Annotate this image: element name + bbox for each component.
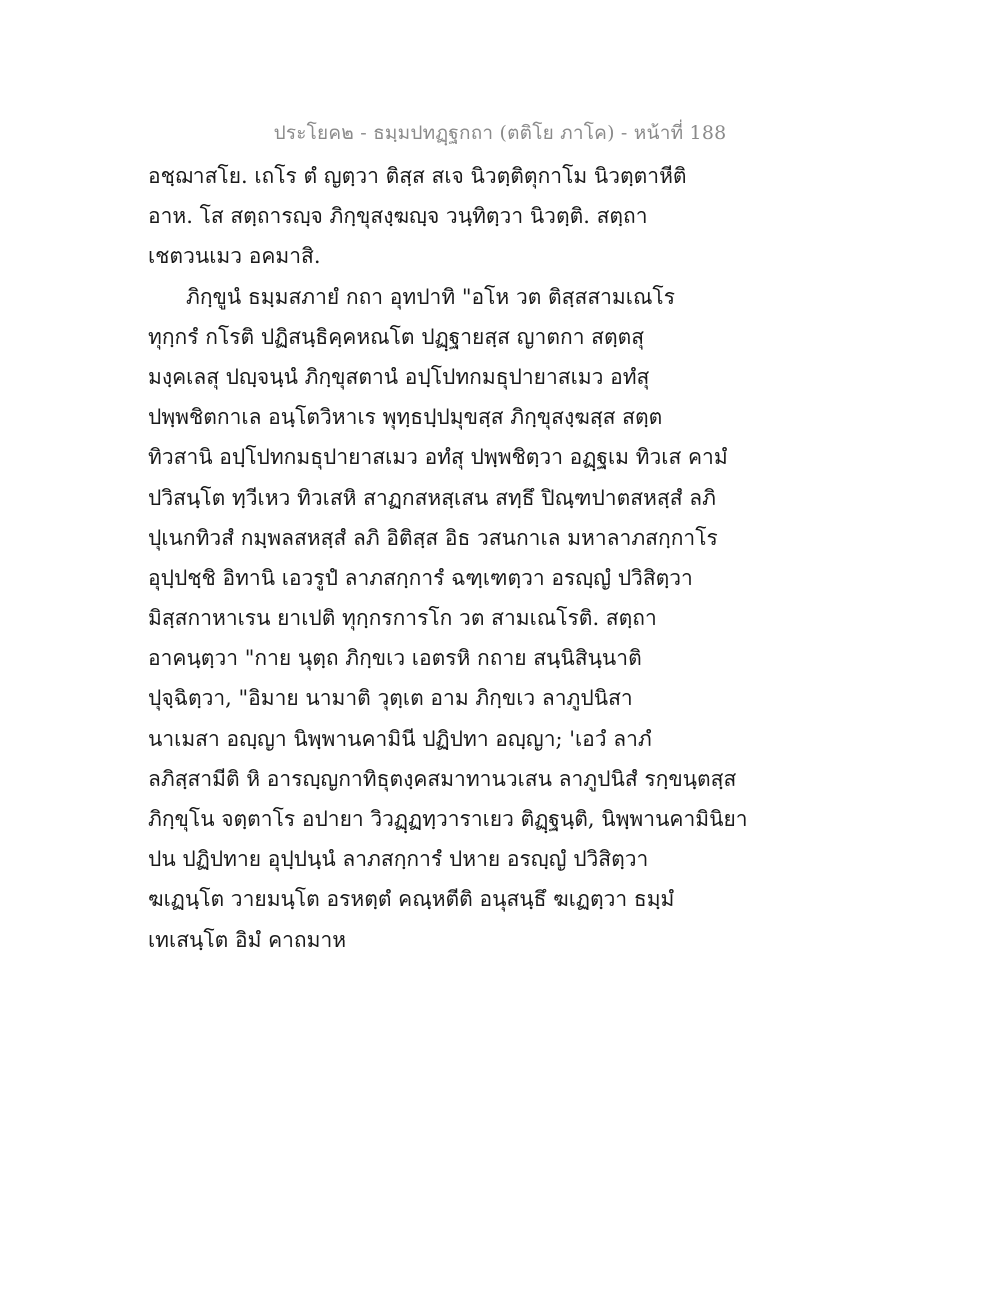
text-line: ภิกฺขุโน จตฺตาโร อปายา วิวฏฺฏทฺวาราเยว ติฏฺฐนฺติ, นิพฺพานคามินิยา (148, 807, 748, 831)
text-line: ปน ปฏิปทาย อุปฺปนฺนํ ลาภสกฺการํ ปหาย อรญฺญํ ปวิสิตฺวา (148, 847, 649, 872)
text-line: อุปฺปชฺชิ อิทานิ เอวรูปํ ลาภสกฺการํ ฉฑฺเฑตฺวา อรญฺญํ ปวิสิตฺวา (148, 565, 693, 590)
text-line: ปพฺพชิตกาเล อนฺโตวิหาเร พุทฺธปฺปมุขสฺส ภิกฺขุสงฺฆสฺส สตฺต (148, 405, 663, 430)
text-line: ปุเนกทิวสํ กมฺพลสหสฺสํ ลภิ อิติสฺส อิธ วสนกาเล มหาลาภสกฺกาโร (148, 525, 718, 550)
running-header: ประโยค๒ - ธมฺมปทฏฺฐกถา (ตติโย ภาโค) - หน้าที่ 188 (273, 122, 727, 144)
text-line: นาเมสา อญฺญา นิพฺพานคามินี ปฏิปทา อญฺญา; 'เอวํ ลาภํ (148, 726, 652, 751)
text-line: เทเสนฺโต อิมํ คาถมาห (148, 927, 347, 952)
text-line: มงฺคเลสุ ปญฺจนฺนํ ภิกฺขุสตานํ อปฺโปทกมธุปายาสเมว อทํสุ (148, 364, 650, 389)
text-line: เชตวนเมว อคมาสิ. (148, 244, 321, 269)
text-line: ปวิสนฺโต ทฺวีเหว ทิวเสหิ สาฏกสหสฺเสน สทฺธึ ปิณฺฑปาตสหสฺสํ ลภิ (148, 485, 716, 510)
text-line: อาห. โส สตฺถารญฺจ ภิกฺขุสงฺฆญฺจ วนฺทิตฺวา นิวตฺติ. สตฺถา (148, 204, 648, 229)
text-line: ภิกฺขูนํ ธมฺมสภายํ กถา อุทปาทิ "อโห วต ติสฺสสามเณโร (186, 284, 675, 309)
text-line: อชฺฌาสโย. เถโร ตํ ญตฺวา ติสฺส สเจ นิวตฺติตุกาโม นิวตฺตาหีติ (148, 164, 687, 188)
text-line: มิสฺสกาหาเรน ยาเปติ ทุกฺกรการโก วต สามเณโรติ. สตฺถา (148, 606, 657, 631)
text-line: ทิวสานิ อปฺโปทกมธุปายาสเมว อทํสุ ปพฺพชิตฺวา อฏฺฐเม ทิวเส คามํ (148, 445, 728, 470)
paragraph (148, 277, 748, 960)
body-text (148, 156, 748, 960)
text-line: ปุจฺฉิตฺวา, "อิมาย นามาติ วุตฺเต อาม ภิกฺขเว ลาภูปนิสา (148, 686, 633, 711)
text-line: อาคนฺตฺวา "กาย นุตฺถ ภิกฺขเว เอตรหิ กถาย สนฺนิสินฺนาติ (148, 646, 642, 671)
paragraph (148, 156, 728, 277)
text-line: ลภิสฺสามีติ หิ อารญฺญกาทิธุตงฺคสมาทานวเสน ลาภูปนิสํ รกฺขนฺตสฺส (148, 766, 737, 791)
text-line: ฆเฏนฺโต วายมนฺโต อรหตฺตํ คณฺหตีติ อนุสนฺธึ ฆเฏตฺวา ธมฺมํ (148, 887, 675, 912)
text-line: ทุกฺกรํ กโรติ ปฏิสนฺธิคฺคหณโต ปฏฺฐายสฺส ญาตกา สตฺตสุ (148, 324, 645, 349)
